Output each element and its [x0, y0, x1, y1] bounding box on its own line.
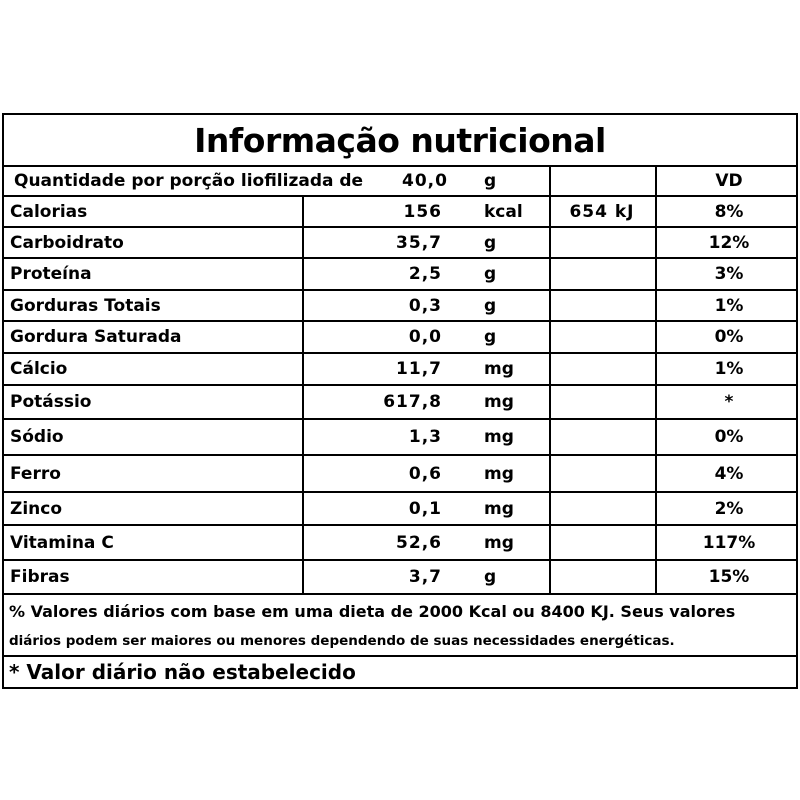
column-divider [549, 354, 551, 384]
nutrient-row [4, 228, 796, 259]
nutrient-vd: 3% [714, 264, 744, 284]
column-divider [549, 167, 551, 195]
nutrient-name: Calorias [10, 201, 88, 222]
nutrient-unit: mg [484, 532, 514, 553]
nutrient-vd: 4% [714, 463, 744, 484]
nutrient-vd: * [724, 392, 734, 412]
nutrient-unit: mg [484, 359, 514, 379]
nutrient-qty: 2,5 [408, 264, 442, 284]
column-divider [549, 322, 551, 352]
column-divider [549, 493, 551, 524]
nutrient-vd: 2% [714, 498, 744, 519]
serving-row [4, 167, 796, 197]
column-divider [655, 291, 657, 320]
nutrient-row [4, 561, 796, 595]
nutrient-unit: g [484, 295, 497, 316]
nutrient-kj [552, 291, 652, 320]
nutrient-vd: 12% [708, 232, 750, 253]
column-divider [655, 354, 657, 384]
column-divider [655, 167, 657, 195]
nutrient-kj [552, 420, 652, 454]
nutrient-qty: 617,8 [383, 392, 442, 412]
column-divider [302, 420, 304, 454]
column-divider [655, 228, 657, 257]
column-divider [302, 322, 304, 352]
column-divider [655, 493, 657, 524]
nutrient-unit: g [484, 327, 497, 347]
nutrient-qty: 1,3 [408, 427, 442, 447]
nutrient-kj [552, 354, 652, 384]
nutrient-qty: 11,7 [396, 359, 442, 379]
nutrient-unit: mg [484, 392, 514, 412]
column-divider [549, 291, 551, 320]
nutrient-name: Cálcio [10, 359, 68, 379]
column-divider [549, 228, 551, 257]
column-divider [655, 456, 657, 491]
footnote-line-3: * Valor diário não estabelecido [9, 660, 356, 684]
column-divider [302, 228, 304, 257]
nutrient-name: Proteína [10, 264, 92, 284]
nutrient-unit: g [484, 567, 497, 587]
serving-unit: g [484, 171, 497, 191]
column-divider [655, 322, 657, 352]
nutrient-unit: mg [484, 498, 514, 519]
nutrient-kj [552, 386, 652, 418]
nutrient-kj [552, 228, 652, 257]
column-divider [655, 259, 657, 289]
nutrient-row [4, 493, 796, 526]
column-divider [655, 561, 657, 593]
column-divider [302, 197, 304, 226]
column-divider [549, 420, 551, 454]
nutrient-name: Ferro [10, 463, 61, 484]
nutrient-row [4, 259, 796, 291]
column-divider [549, 259, 551, 289]
nutrient-qty: 0,1 [408, 498, 442, 519]
column-divider [549, 456, 551, 491]
serving-qty: 40,0 [402, 171, 448, 191]
nutrient-name: Vitamina C [10, 532, 114, 553]
column-divider [655, 197, 657, 226]
nutrient-kj: 654 kJ [569, 201, 635, 222]
column-divider [549, 561, 551, 593]
nutrient-kj [552, 259, 652, 289]
column-divider [302, 526, 304, 559]
nutrient-row [4, 526, 796, 561]
nutrition-facts-label [2, 113, 798, 689]
nutrient-qty: 3,7 [408, 567, 442, 587]
column-divider [302, 354, 304, 384]
footnote-line-2: diários podem ser maiores ou menores dependendo de suas necessidades energéticas. [4, 627, 796, 657]
nutrient-unit: kcal [484, 201, 523, 222]
nutrient-unit: g [484, 264, 497, 284]
nutrient-qty: 52,6 [396, 532, 442, 553]
nutrient-unit: mg [484, 463, 514, 484]
nutrient-vd: 1% [714, 359, 744, 379]
nutrient-qty: 156 [403, 201, 442, 222]
nutrient-row [4, 420, 796, 456]
column-divider [302, 456, 304, 491]
nutrient-kj [552, 493, 652, 524]
column-divider [302, 291, 304, 320]
nutrient-name: Zinco [10, 498, 63, 519]
nutrient-name: Gorduras Totais [10, 295, 161, 316]
label-title: Informação nutricional [4, 115, 796, 167]
nutrient-row [4, 456, 796, 493]
column-divider [549, 526, 551, 559]
nutrient-qty: 35,7 [396, 232, 442, 253]
nutrient-name: Carboidrato [10, 232, 124, 253]
column-divider [549, 386, 551, 418]
nutrient-row [4, 386, 796, 420]
column-divider [655, 420, 657, 454]
nutrient-kj [552, 561, 652, 593]
column-divider [302, 386, 304, 418]
column-divider [655, 526, 657, 559]
nutrient-vd: 8% [714, 201, 744, 222]
column-divider [302, 493, 304, 524]
nutrient-vd: 117% [702, 532, 756, 553]
nutrient-name: Sódio [10, 427, 64, 447]
nutrient-name: Fibras [10, 567, 70, 587]
nutrient-row [4, 322, 796, 354]
nutrient-qty: 0,0 [408, 327, 442, 347]
nutrient-row [4, 291, 796, 322]
nutrient-row [4, 354, 796, 386]
serving-label: Quantidade por porção liofilizada de [14, 171, 364, 191]
nutrient-qty: 0,3 [408, 295, 442, 316]
column-divider [302, 259, 304, 289]
nutrient-vd: 15% [708, 567, 750, 587]
nutrient-name: Potássio [10, 392, 92, 412]
nutrient-unit: g [484, 232, 497, 253]
nutrient-unit: mg [484, 427, 514, 447]
nutrient-kj [552, 526, 652, 559]
column-divider [549, 197, 551, 226]
nutrient-kj [552, 456, 652, 491]
nutrient-vd: 0% [714, 427, 744, 447]
nutrient-kj [552, 322, 652, 352]
nutrient-vd: 1% [714, 295, 744, 316]
column-divider [302, 561, 304, 593]
nutrient-name: Gordura Saturada [10, 327, 182, 347]
nutrient-qty: 0,6 [408, 463, 442, 484]
footnote-line-1: % Valores diários com base em uma dieta de 2000 Kcal ou 8400 KJ. Seus valores [9, 601, 736, 621]
vd-header: VD [715, 171, 743, 191]
nutrient-row [4, 197, 796, 228]
column-divider [655, 386, 657, 418]
nutrient-vd: 0% [714, 327, 744, 347]
